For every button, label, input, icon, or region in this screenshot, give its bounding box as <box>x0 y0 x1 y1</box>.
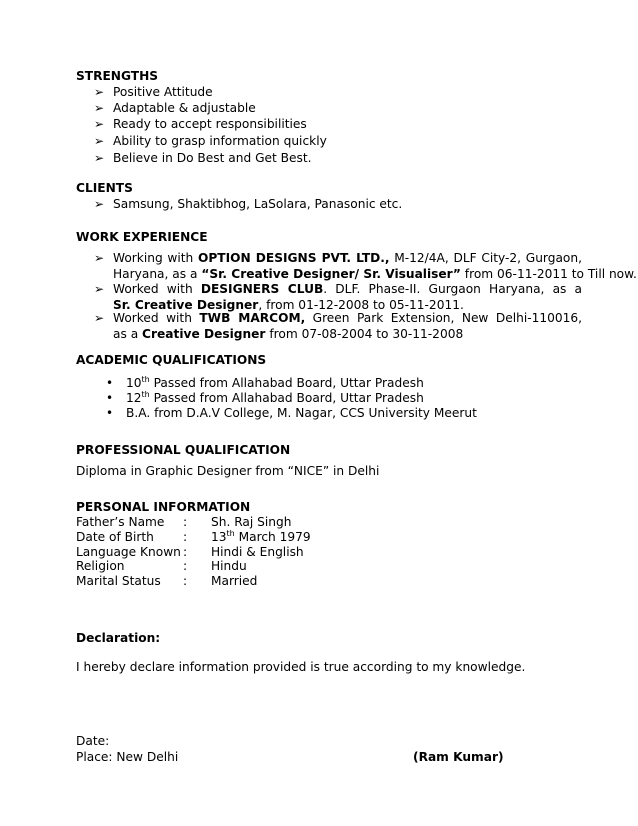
work-experience-heading: WORK EXPERIENCE <box>76 230 208 244</box>
professional-heading: PROFESSIONAL QUALIFICATION <box>76 443 291 457</box>
clients-heading: CLIENTS <box>76 181 133 195</box>
signature-name: (Ram Kumar) <box>413 750 504 764</box>
job-line: Haryana, as a “Sr. Creative Designer/ Sr. Visualiser” from 06-11-2011 to Till now. <box>113 267 637 281</box>
arrow-bullet-icon: ➢ <box>94 117 105 131</box>
job-line: Worked with TWB MARCOM, Green Park Extension, New Delhi-110016, <box>113 311 582 325</box>
job-line: as a Creative Designer from 07-08-2004 to 30-11-2008 <box>113 327 464 341</box>
job-line: Worked with DESIGNERS CLUB. DLF. Phase-II. Gurgaon Haryana, as a <box>113 282 583 296</box>
arrow-bullet-icon: ➢ <box>94 311 105 325</box>
professional-text: Diploma in Graphic Designer from “NICE” in Delhi <box>76 464 380 478</box>
job-line: Sr. Creative Designer, from 01-12-2008 to 05-11-2011. <box>113 298 464 312</box>
bullet-icon: • <box>106 391 114 405</box>
job-line: Working with OPTION DESIGNS PVT. LTD., M-12/4A, DLF City-2, Gurgaon, <box>113 251 582 265</box>
arrow-bullet-icon: ➢ <box>94 197 105 211</box>
declaration-heading: Declaration: <box>76 631 161 645</box>
arrow-bullet-icon: ➢ <box>94 85 105 99</box>
arrow-bullet-icon: ➢ <box>94 282 105 296</box>
strengths-heading: STRENGTHS <box>76 69 159 83</box>
declaration-text: I hereby declare information provided is true according to my knowledge. <box>76 660 526 674</box>
date-label: Date: <box>76 734 110 748</box>
bullet-icon: • <box>106 376 114 390</box>
place-label: Place: New Delhi <box>76 750 179 764</box>
bullet-icon: • <box>106 406 114 420</box>
academic-heading: ACADEMIC QUALIFICATIONS <box>76 353 267 367</box>
personal-heading: PERSONAL INFORMATION <box>76 500 251 514</box>
arrow-bullet-icon: ➢ <box>94 134 105 148</box>
arrow-bullet-icon: ➢ <box>94 151 105 165</box>
arrow-bullet-icon: ➢ <box>94 251 105 265</box>
arrow-bullet-icon: ➢ <box>94 101 105 115</box>
